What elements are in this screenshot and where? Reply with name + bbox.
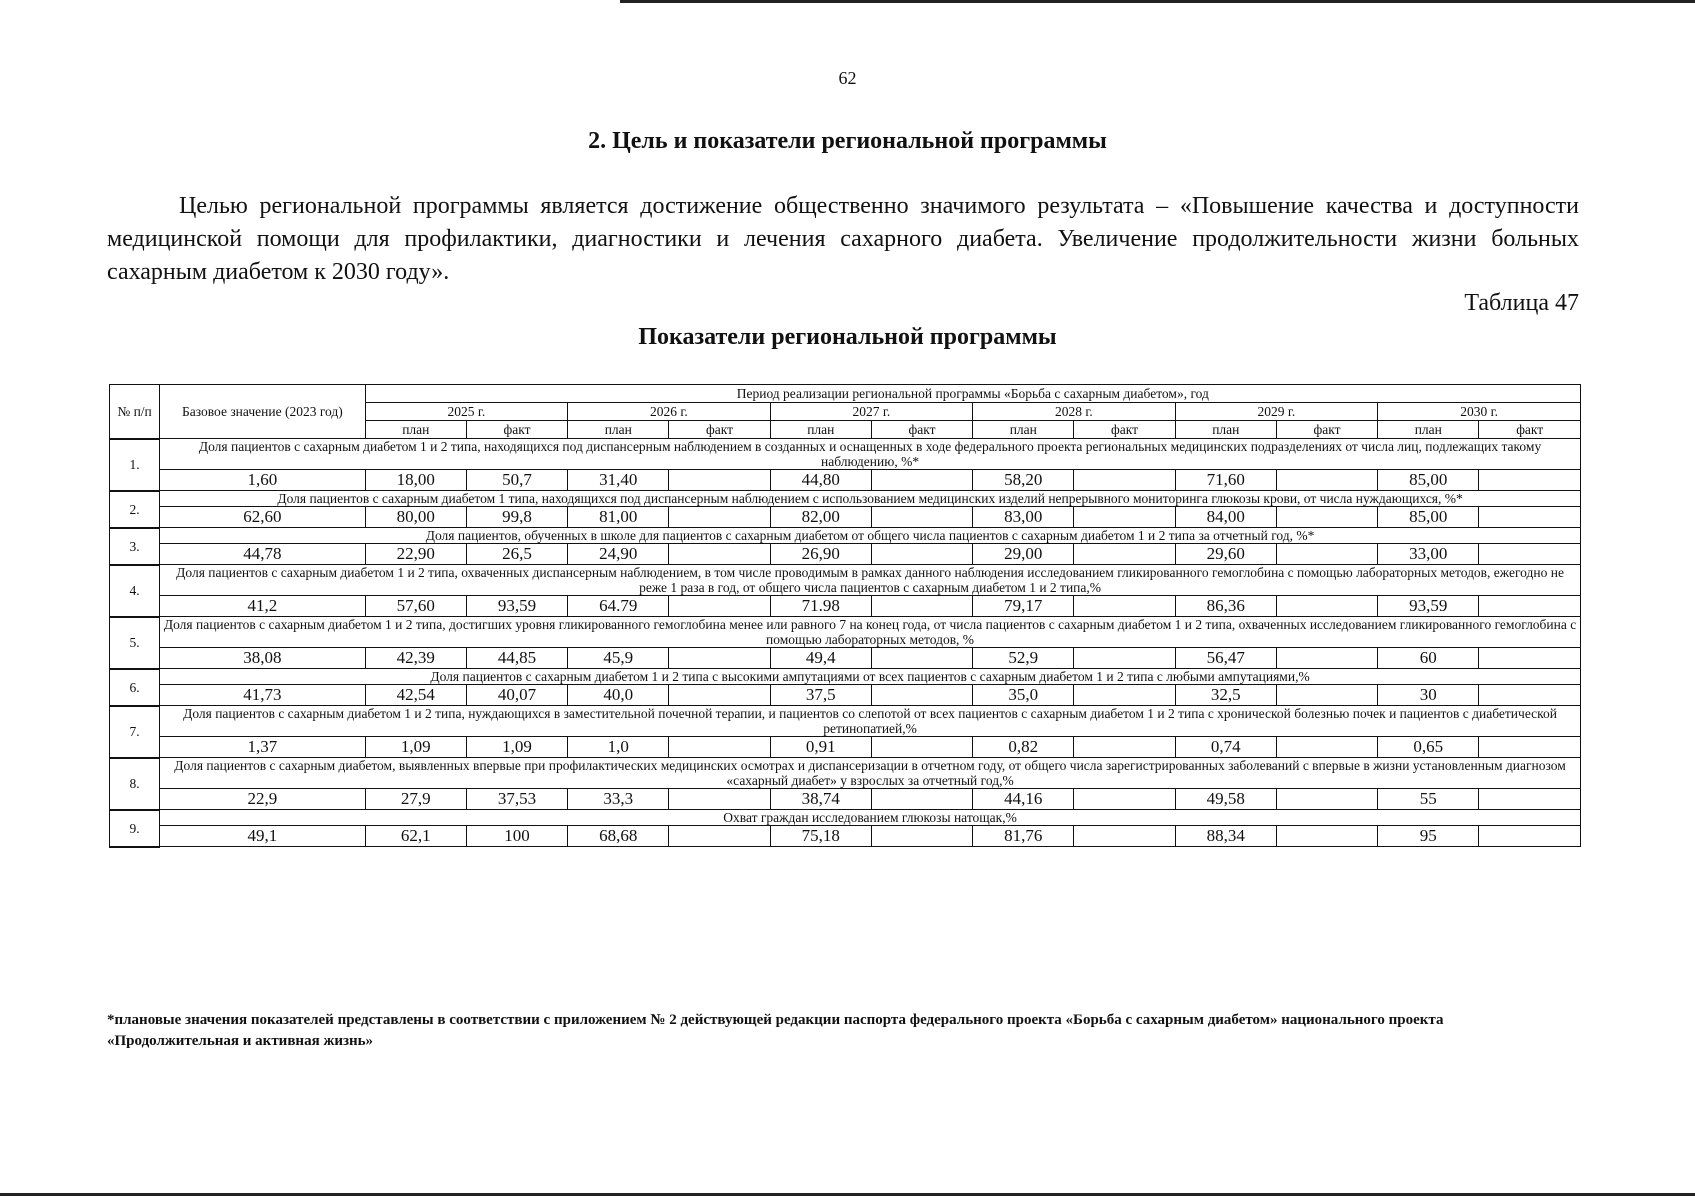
- plan-value-cell: 44,16: [973, 789, 1074, 810]
- indicator-values-row: [110, 789, 1581, 810]
- fact-value-cell: [1276, 470, 1377, 491]
- plan-value-cell: 32,5: [1175, 685, 1276, 706]
- plan-value-cell: 29,00: [973, 544, 1074, 565]
- plan-value-cell: 81,76: [973, 826, 1074, 847]
- indicator-values-row: [110, 596, 1581, 617]
- plan-header: план: [568, 421, 669, 439]
- plan-value-cell: 58,20: [973, 470, 1074, 491]
- indicator-description: Охват граждан исследованием глюкозы натощак,%: [160, 810, 1581, 826]
- fact-value-cell: 50,7: [466, 470, 567, 491]
- plan-header: план: [365, 421, 466, 439]
- plan-header: план: [1175, 421, 1276, 439]
- row-number: 6.: [110, 669, 160, 706]
- fact-value-cell: [1074, 470, 1175, 491]
- indicator-row: [110, 669, 1581, 685]
- plan-value-cell: 79,17: [973, 596, 1074, 617]
- plan-value-cell: 86,36: [1175, 596, 1276, 617]
- plan-value-cell: 0,91: [770, 737, 871, 758]
- indicator-row: [110, 617, 1581, 648]
- year-header: 2029 г.: [1175, 403, 1378, 421]
- base-value-cell: 41,73: [160, 685, 366, 706]
- indicator-values-row: [110, 685, 1581, 706]
- plan-value-cell: 83,00: [973, 507, 1074, 528]
- plan-value-cell: 68,68: [568, 826, 669, 847]
- fact-header: факт: [1479, 421, 1581, 439]
- base-value-cell: 44,78: [160, 544, 366, 565]
- indicator-row: [110, 758, 1581, 789]
- plan-header: план: [770, 421, 871, 439]
- plan-value-cell: 45,9: [568, 648, 669, 669]
- plan-value-cell: 62,1: [365, 826, 466, 847]
- plan-value-cell: 0,82: [973, 737, 1074, 758]
- page-number: 62: [838, 68, 857, 88]
- fact-header: факт: [871, 421, 972, 439]
- indicator-row: [110, 491, 1581, 507]
- plan-value-cell: 24,90: [568, 544, 669, 565]
- fact-value-cell: [1074, 685, 1175, 706]
- fact-value-cell: [871, 507, 972, 528]
- fact-value-cell: [1479, 470, 1581, 491]
- fact-value-cell: 100: [466, 826, 567, 847]
- base-value-cell: 1,37: [160, 737, 366, 758]
- fact-value-cell: [1276, 826, 1377, 847]
- indicator-row: [110, 810, 1581, 826]
- plan-value-cell: 95: [1378, 826, 1479, 847]
- fact-value-cell: [1074, 648, 1175, 669]
- row-number: 1.: [110, 439, 160, 491]
- fact-value-cell: [669, 470, 770, 491]
- plan-value-cell: 49,58: [1175, 789, 1276, 810]
- plan-value-cell: 44,80: [770, 470, 871, 491]
- fact-value-cell: [1074, 826, 1175, 847]
- fact-value-cell: 1,09: [466, 737, 567, 758]
- fact-value-cell: 40,07: [466, 685, 567, 706]
- section-title: 2. Цель и показатели региональной программы: [588, 128, 1107, 154]
- plan-value-cell: 37,5: [770, 685, 871, 706]
- indicator-values-row: [110, 826, 1581, 847]
- plan-value-cell: 60: [1378, 648, 1479, 669]
- indicator-description: Доля пациентов с сахарным диабетом 1 и 2 типа, нуждающихся в заместительной почечной терапии, и пациентов со слепотой от всех пациентов с сахарным диабетом 1 и 2 типа с хронической болезнью почек и пациентов с диабетической ретинопатией,%: [160, 706, 1581, 737]
- col-number-header: № п/п: [110, 385, 160, 439]
- fact-value-cell: [871, 737, 972, 758]
- fact-value-cell: [1276, 737, 1377, 758]
- base-value-cell: 38,08: [160, 648, 366, 669]
- plan-value-cell: 35,0: [973, 685, 1074, 706]
- fact-value-cell: [871, 596, 972, 617]
- plan-value-cell: 71.98: [770, 596, 871, 617]
- fact-value-cell: [1479, 507, 1581, 528]
- plan-value-cell: 57,60: [365, 596, 466, 617]
- indicator-values-row: [110, 737, 1581, 758]
- table-title: Показатели региональной программы: [638, 324, 1057, 350]
- row-number: 2.: [110, 491, 160, 528]
- fact-value-cell: [871, 544, 972, 565]
- fact-value-cell: [1479, 826, 1581, 847]
- indicators-table: [109, 384, 1581, 848]
- indicator-values-row: [110, 544, 1581, 565]
- fact-value-cell: [1074, 789, 1175, 810]
- plan-value-cell: 85,00: [1378, 470, 1479, 491]
- plan-value-cell: 33,00: [1378, 544, 1479, 565]
- indicator-description: Доля пациентов с сахарным диабетом, выявленных впервые при профилактических медицинских осмотрах и диспансеризации в отчетном году, от общего числа зарегистрированных заболеваний с впервые в жизни установленным диагнозом «сахарный диабет» у взрослых за отчетный год,%: [160, 758, 1581, 789]
- fact-value-cell: [1276, 789, 1377, 810]
- fact-value-cell: [1479, 737, 1581, 758]
- plan-value-cell: 31,40: [568, 470, 669, 491]
- plan-value-cell: 80,00: [365, 507, 466, 528]
- plan-value-cell: 30: [1378, 685, 1479, 706]
- fact-header: факт: [1074, 421, 1175, 439]
- fact-value-cell: [669, 685, 770, 706]
- year-header: 2030 г.: [1378, 403, 1581, 421]
- year-header: 2028 г.: [973, 403, 1176, 421]
- fact-value-cell: [1479, 596, 1581, 617]
- plan-value-cell: 56,47: [1175, 648, 1276, 669]
- base-value-cell: 62,60: [160, 507, 366, 528]
- indicator-description: Доля пациентов с сахарным диабетом 1 и 2 типа, охваченных диспансерным наблюдением, в том числе проводимым в рамках данного наблюдения исследованием гликированного гемоглобина с помощью лабораторных методов, ежегодно не реже 1 раза в год, от общего числа пациентов с сахарным диабетом 1 и 2 типа,%: [160, 565, 1581, 596]
- fact-value-cell: [1074, 544, 1175, 565]
- row-number: 8.: [110, 758, 160, 810]
- plan-value-cell: 88,34: [1175, 826, 1276, 847]
- year-header: 2027 г.: [770, 403, 973, 421]
- fact-value-cell: [669, 737, 770, 758]
- period-header: Период реализации региональной программы «Борьба с сахарным диабетом», год: [365, 385, 1580, 403]
- plan-value-cell: 18,00: [365, 470, 466, 491]
- table-number: Таблица 47: [1464, 290, 1579, 316]
- plan-value-cell: 64.79: [568, 596, 669, 617]
- indicator-description: Доля пациентов с сахарным диабетом 1 типа, находящихся под диспансерным наблюдением с использованием медицинских изделий непрерывного мониторинга глюкозы крови, от числа нуждающихся, %*: [160, 491, 1581, 507]
- plan-value-cell: 0,74: [1175, 737, 1276, 758]
- indicator-description: Доля пациентов с сахарным диабетом 1 и 2 типа с высокими ампутациями от всех пациентов с сахарным диабетом 1 и 2 типа с любыми ампутациями,%: [160, 669, 1581, 685]
- plan-value-cell: 49,4: [770, 648, 871, 669]
- fact-value-cell: [1276, 648, 1377, 669]
- fact-value-cell: [1479, 789, 1581, 810]
- fact-value-cell: [1276, 507, 1377, 528]
- fact-value-cell: [669, 648, 770, 669]
- fact-value-cell: [871, 685, 972, 706]
- plan-value-cell: 29,60: [1175, 544, 1276, 565]
- fact-value-cell: [1479, 544, 1581, 565]
- indicator-values-row: [110, 470, 1581, 491]
- fact-value-cell: [871, 648, 972, 669]
- plan-value-cell: 85,00: [1378, 507, 1479, 528]
- indicator-row: [110, 528, 1581, 544]
- plan-value-cell: 52,9: [973, 648, 1074, 669]
- indicator-row: [110, 439, 1581, 470]
- fact-value-cell: [1074, 596, 1175, 617]
- year-header: 2026 г.: [568, 403, 771, 421]
- plan-value-cell: 71,60: [1175, 470, 1276, 491]
- fact-value-cell: 93,59: [466, 596, 567, 617]
- plan-value-cell: 84,00: [1175, 507, 1276, 528]
- plan-header: план: [1378, 421, 1479, 439]
- plan-value-cell: 75,18: [770, 826, 871, 847]
- fact-value-cell: [669, 596, 770, 617]
- row-number: 9.: [110, 810, 160, 847]
- fact-header: факт: [466, 421, 567, 439]
- indicator-row: [110, 565, 1581, 596]
- row-number: 4.: [110, 565, 160, 617]
- plan-value-cell: 0,65: [1378, 737, 1479, 758]
- plan-value-cell: 82,00: [770, 507, 871, 528]
- fact-value-cell: [871, 470, 972, 491]
- fact-value-cell: [1074, 737, 1175, 758]
- base-value-cell: 41,2: [160, 596, 366, 617]
- plan-value-cell: 42,39: [365, 648, 466, 669]
- fact-value-cell: [669, 789, 770, 810]
- base-value-cell: 22,9: [160, 789, 366, 810]
- row-number: 3.: [110, 528, 160, 565]
- fact-value-cell: [871, 789, 972, 810]
- indicator-values-row: [110, 507, 1581, 528]
- plan-value-cell: 33,3: [568, 789, 669, 810]
- footnote: *плановые значения показателей представлены в соответствии с приложением № 2 действующей редакции паспорта федерального проекта «Борьба с сахарным диабетом» национального проекта «Продолжительная и активная жизнь»: [107, 1012, 1444, 1049]
- fact-value-cell: [669, 544, 770, 565]
- indicator-row: [110, 706, 1581, 737]
- plan-value-cell: 40,0: [568, 685, 669, 706]
- fact-header: факт: [669, 421, 770, 439]
- plan-value-cell: 1,0: [568, 737, 669, 758]
- fact-value-cell: [1479, 685, 1581, 706]
- fact-value-cell: 44,85: [466, 648, 567, 669]
- scan-edge-bottom: [0, 1193, 1695, 1196]
- plan-value-cell: 38,74: [770, 789, 871, 810]
- col-base-header: Базовое значение (2023 год): [160, 385, 366, 439]
- base-value-cell: 1,60: [160, 470, 366, 491]
- fact-value-cell: [1276, 596, 1377, 617]
- intro-paragraph: Целью региональной программы является достижение общественно значимого результата – «Повышение качества и доступности медицинской помощи для профилактики, диагностики и лечения сахарного диабета. Увеличение продолжительности жизни больных сахарным диабетом к 2030 году».: [107, 193, 1579, 285]
- fact-header: факт: [1276, 421, 1377, 439]
- plan-value-cell: 1,09: [365, 737, 466, 758]
- fact-value-cell: 26,5: [466, 544, 567, 565]
- base-value-cell: 49,1: [160, 826, 366, 847]
- fact-value-cell: [1479, 648, 1581, 669]
- plan-value-cell: 55: [1378, 789, 1479, 810]
- fact-value-cell: 99,8: [466, 507, 567, 528]
- fact-value-cell: [1276, 544, 1377, 565]
- plan-value-cell: 27,9: [365, 789, 466, 810]
- fact-value-cell: [1276, 685, 1377, 706]
- plan-header: план: [973, 421, 1074, 439]
- plan-value-cell: 42,54: [365, 685, 466, 706]
- fact-value-cell: [1074, 507, 1175, 528]
- year-header: 2025 г.: [365, 403, 568, 421]
- row-number: 5.: [110, 617, 160, 669]
- fact-value-cell: [669, 826, 770, 847]
- plan-value-cell: 81,00: [568, 507, 669, 528]
- indicator-values-row: [110, 648, 1581, 669]
- fact-value-cell: [871, 826, 972, 847]
- scan-edge-top: [620, 0, 1695, 3]
- plan-value-cell: 93,59: [1378, 596, 1479, 617]
- plan-value-cell: 26,90: [770, 544, 871, 565]
- fact-value-cell: 37,53: [466, 789, 567, 810]
- indicator-description: Доля пациентов с сахарным диабетом 1 и 2 типа, достигших уровня гликированного гемоглобина менее или равного 7 на конец года, от числа пациентов с сахарным диабетом 1 и 2 типа, охваченных исследованием гликированного гемоглобина с помощью лабораторных методов, %: [160, 617, 1581, 648]
- indicator-description: Доля пациентов, обученных в школе для пациентов с сахарным диабетом от общего числа пациентов с сахарным диабетом 1 и 2 типа за отчетный год, %*: [160, 528, 1581, 544]
- plan-value-cell: 22,90: [365, 544, 466, 565]
- indicator-description: Доля пациентов с сахарным диабетом 1 и 2 типа, находящихся под диспансерным наблюдением в созданных и оснащенных в ходе федерального проекта региональных медицинских подразделениях от числа лиц, подлежащих такому наблюдению, %*: [160, 439, 1581, 470]
- fact-value-cell: [669, 507, 770, 528]
- row-number: 7.: [110, 706, 160, 758]
